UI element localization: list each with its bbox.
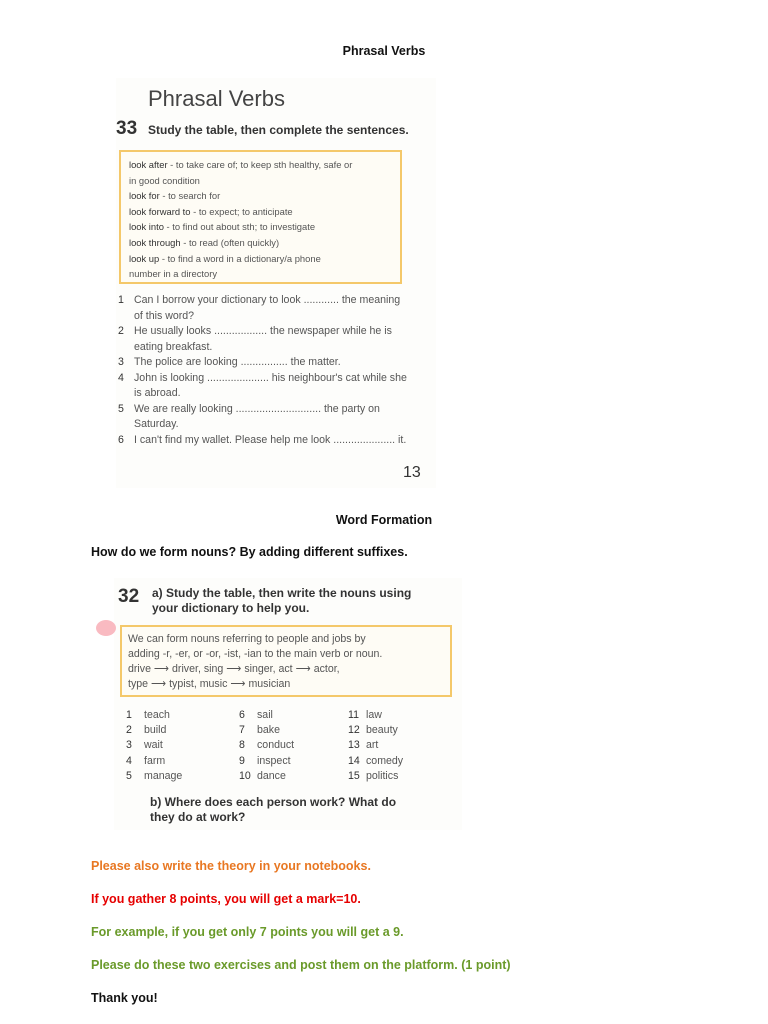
sentence-list [118, 293, 408, 448]
question-b: b) Where does each person work? What do they do at work? [150, 795, 397, 824]
note-submit: Please do these two exercises and post them on the platform. (1 point) [91, 958, 511, 972]
list-item: 7 bake [239, 724, 280, 737]
list-item: 12 beauty [348, 724, 398, 737]
note-example: For example, if you get only 7 points you will get a 9. [91, 925, 404, 939]
list-item: 11 law [348, 709, 382, 721]
exercise-number: 32 [118, 586, 140, 607]
list-item: 4 farm [126, 754, 166, 767]
list-item: 8 conduct [239, 739, 295, 752]
definition-line: look forward to - to expect; to anticipate [129, 205, 293, 217]
list-item: 14 comedy [348, 754, 404, 767]
list-item: 13 art [348, 739, 379, 752]
note-theory: Please also write the theory in your notebooks. [91, 859, 371, 873]
list-item: 9 inspect [239, 754, 291, 767]
rule-line: adding -r, -er, or -or, -ist, -ian to the main verb or noun. [128, 648, 383, 660]
list-item: 2 He usually looks .................. the newspaper while he is eating breakfast. [118, 325, 392, 353]
list-item: 1 Can I borrow your dictionary to look ............ the meaning of this word? [118, 294, 401, 322]
exercise-instruction: a) Study the table, then write the nouns using your dictionary to help you. [152, 586, 412, 615]
definition-line: look after - to take care of; to keep sth healthy, safe or [129, 159, 353, 170]
list-item: 15 politics [348, 769, 399, 782]
scan-heading: Phrasal Verbs [148, 86, 285, 111]
list-item: 1 teach [126, 709, 170, 721]
list-item: 5 manage [126, 769, 183, 782]
definition-line: look up - to find a word in a dictionary/a phone [129, 252, 321, 264]
phrasal-verbs-scan [116, 78, 436, 488]
list-item: 6 sail [239, 709, 273, 721]
definition-line: look for - to search for [129, 190, 221, 202]
note-thanks: Thank you! [91, 991, 158, 1005]
rule-line: type ⟶ typist, music ⟶ musician [128, 678, 291, 690]
word-formation-scan [114, 578, 462, 830]
exercise-instruction: Study the table, then complete the sentences. [148, 123, 409, 137]
intro-text: How do we form nouns? By adding different suffixes. [91, 545, 408, 559]
page-number: 13 [403, 464, 421, 481]
highlight-mark [96, 620, 116, 636]
rule-line: We can form nouns referring to people and jobs by [128, 633, 366, 645]
definition-line: look through - to read (often quickly) [129, 236, 280, 248]
list-item: 3 wait [126, 739, 163, 752]
definition-line: number in a directory [129, 268, 218, 280]
list-item: 10 dance [239, 769, 286, 782]
note-grading: If you gather 8 points, you will get a mark=10. [91, 892, 361, 906]
list-item: 6 I can't find my wallet. Please help me look ..................... it. [118, 433, 407, 446]
list-item: 5 We are really looking ............................. the party on Saturday. [118, 402, 380, 430]
section-title: Word Formation [335, 513, 433, 527]
list-item: 3 The police are looking ................ the matter. [118, 356, 341, 368]
definition-line: look into - to find out about sth; to investigate [129, 221, 316, 233]
page-title: Phrasal Verbs [342, 44, 426, 58]
list-item: 4 John is looking ..................... his neighbour's cat while she is abroad. [118, 371, 407, 399]
definition-box [119, 150, 402, 284]
list-item: 2 build [126, 724, 167, 737]
rule-box [120, 625, 452, 697]
definition-line: in good condition [129, 174, 200, 186]
rule-line: drive ⟶ driver, sing ⟶ singer, act ⟶ actor, [128, 663, 340, 675]
word-list [126, 708, 436, 786]
exercise-number: 33 [116, 118, 138, 139]
